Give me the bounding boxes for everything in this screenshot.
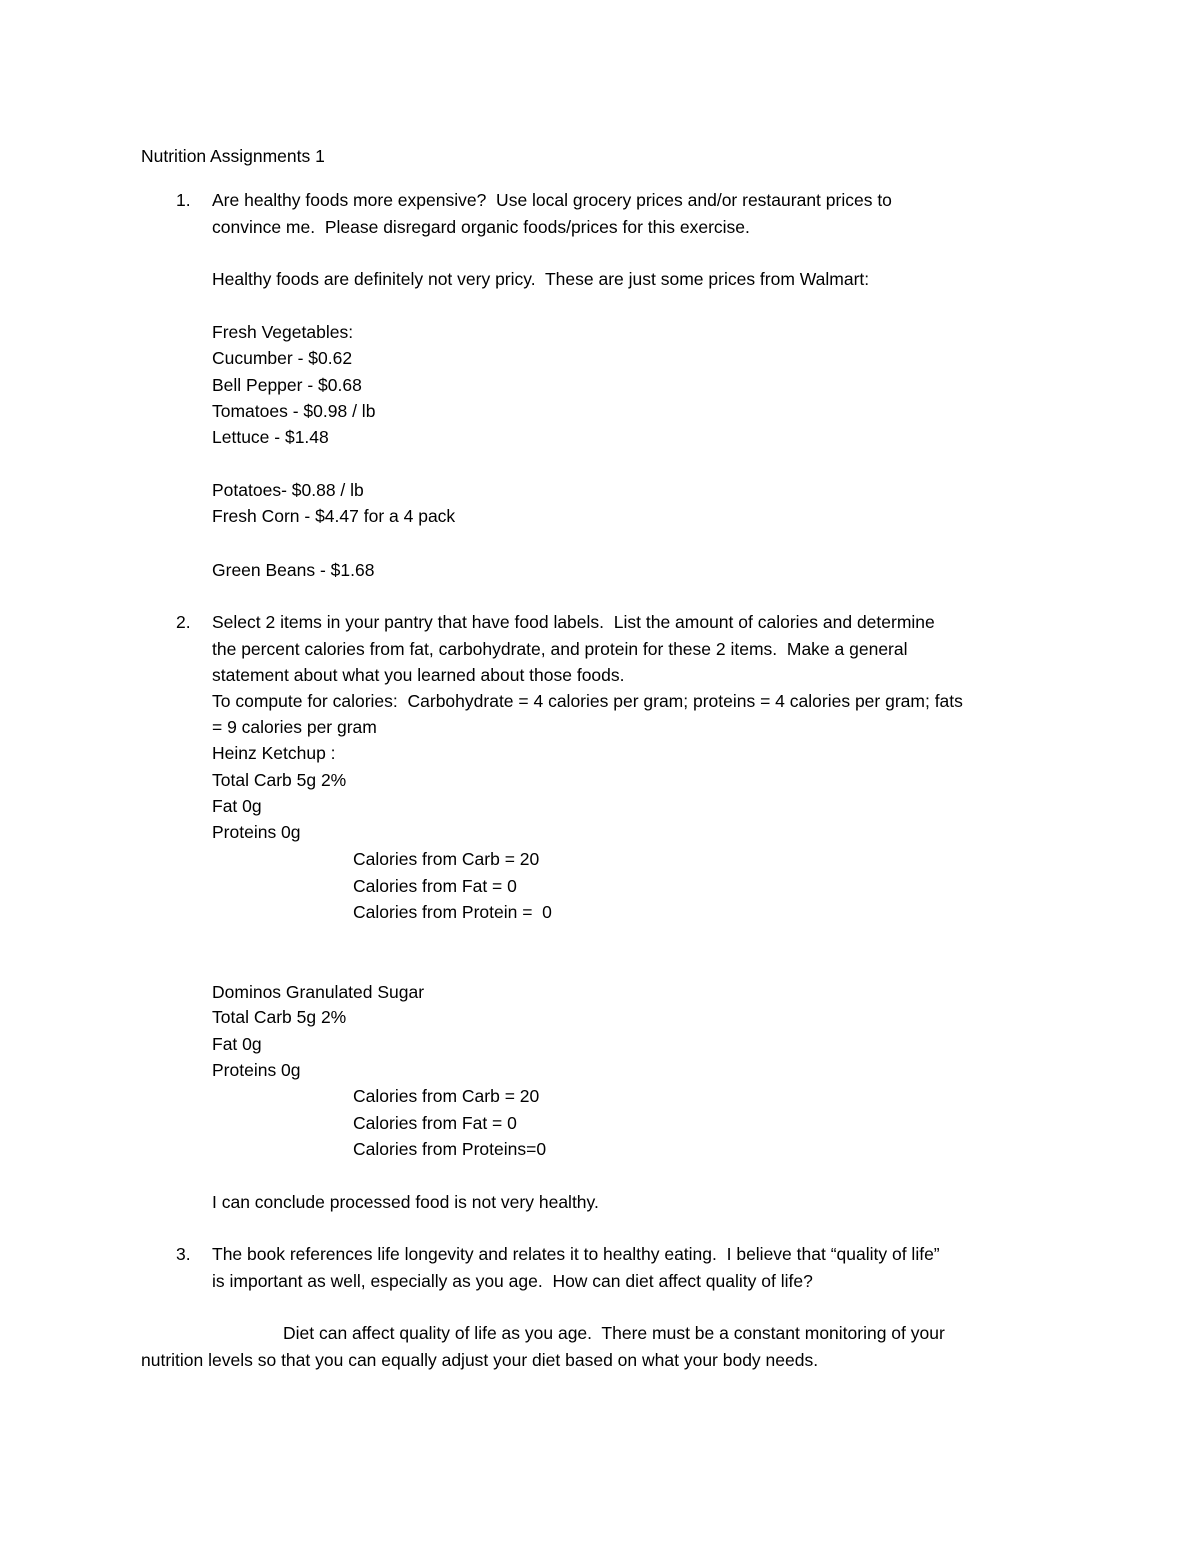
item1-name: Heinz Ketchup : <box>212 743 336 763</box>
q3-text-line: is important as well, especially as you age. How can diet affect quality of life? <box>212 1271 813 1291</box>
q2-text-line: = 9 calories per gram <box>212 717 377 737</box>
q1-number: 1. <box>176 190 191 210</box>
price-item: Lettuce - $1.48 <box>212 427 329 447</box>
q2-number: 2. <box>176 612 191 632</box>
price-item: Potatoes- $0.88 / lb <box>212 480 364 500</box>
item1-fact: Fat 0g <box>212 796 262 816</box>
q1-text-line: Are healthy foods more expensive? Use local grocery prices and/or restaurant prices to <box>212 190 892 210</box>
item1-calories: Calories from Fat = 0 <box>353 876 517 896</box>
item2-fact: Proteins 0g <box>212 1060 301 1080</box>
item1-calories: Calories from Protein = 0 <box>353 902 552 922</box>
q2-text-line: the percent calories from fat, carbohydrate, and protein for these 2 items. Make a general <box>212 639 908 659</box>
q2-text-line: statement about what you learned about those foods. <box>212 665 625 685</box>
q3-text-line: The book references life longevity and relates it to healthy eating. I believe that “quality of life” <box>212 1244 940 1264</box>
item1-fact: Total Carb 5g 2% <box>212 770 347 790</box>
q2-conclusion: I can conclude processed food is not very healthy. <box>212 1192 599 1212</box>
price-item: Cucumber - $0.62 <box>212 348 353 368</box>
q3-answer-line: Diet can affect quality of life as you age. There must be a constant monitoring of your <box>283 1323 945 1343</box>
item2-fact: Total Carb 5g 2% <box>212 1007 347 1027</box>
q2-text-line: To compute for calories: Carbohydrate = 4 calories per gram; proteins = 4 calories per gram; fats <box>212 691 963 711</box>
price-item: Bell Pepper - $0.68 <box>212 375 362 395</box>
price-item: Tomatoes - $0.98 / lb <box>212 401 376 421</box>
item1-calories: Calories from Carb = 20 <box>353 849 540 869</box>
q2-text-line: Select 2 items in your pantry that have food labels. List the amount of calories and determine <box>212 612 935 632</box>
item2-calories: Calories from Fat = 0 <box>353 1113 517 1133</box>
q3-answer-line: nutrition levels so that you can equally adjust your diet based on what your body needs. <box>141 1350 819 1370</box>
q1-answer: Healthy foods are definitely not very pricy. These are just some prices from Walmart: <box>212 269 870 289</box>
item2-name: Dominos Granulated Sugar <box>212 982 425 1002</box>
item2-calories: Calories from Carb = 20 <box>353 1086 540 1106</box>
item2-fact: Fat 0g <box>212 1034 262 1054</box>
item2-calories: Calories from Proteins=0 <box>353 1139 547 1159</box>
veg-heading: Fresh Vegetables: <box>212 322 354 342</box>
price-item: Green Beans - $1.68 <box>212 560 375 580</box>
document-title: Nutrition Assignments 1 <box>141 146 325 166</box>
price-item: Fresh Corn - $4.47 for a 4 pack <box>212 506 456 526</box>
item1-fact: Proteins 0g <box>212 822 301 842</box>
q3-number: 3. <box>176 1244 191 1264</box>
q1-text-line: convince me. Please disregard organic foods/prices for this exercise. <box>212 217 750 237</box>
